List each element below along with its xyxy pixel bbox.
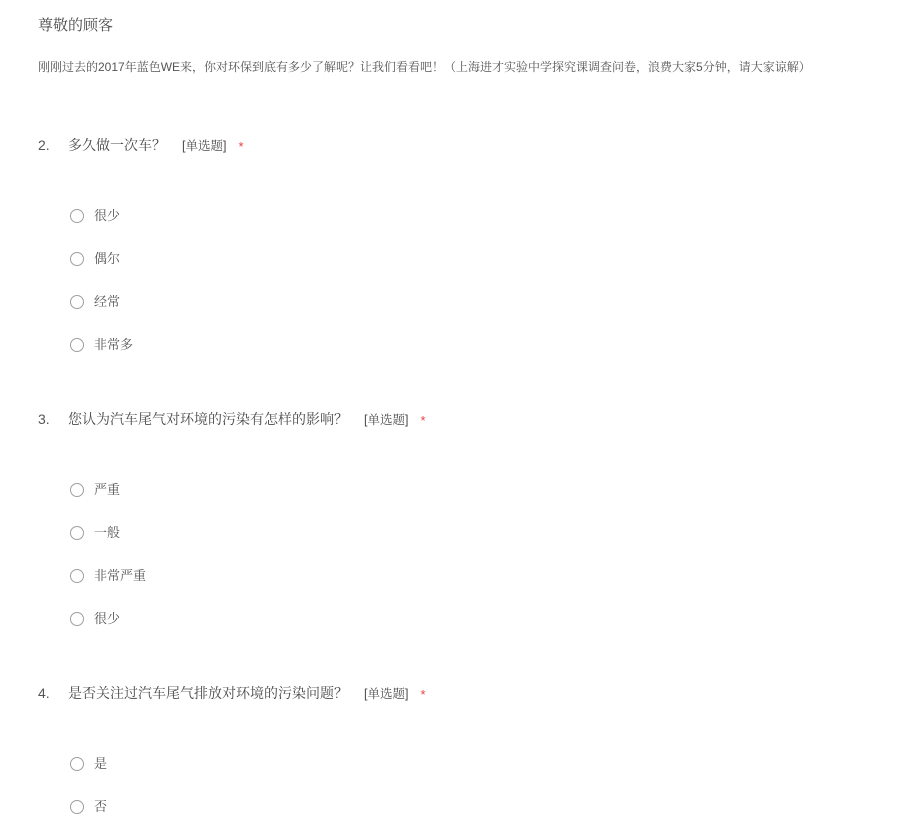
question-type-tag: [单选题] — [364, 413, 409, 427]
option-row[interactable] — [70, 251, 855, 266]
required-asterisk: * — [420, 413, 426, 428]
option-label: 很少 — [94, 611, 121, 626]
question-number: 4. — [38, 685, 50, 701]
survey-title: 尊敬的顾客 — [38, 17, 114, 34]
radio-button[interactable] — [70, 526, 84, 540]
question-number: 2. — [38, 137, 50, 153]
radio-button[interactable] — [70, 569, 84, 583]
question-number: 3. — [38, 411, 50, 427]
question-3 — [38, 412, 855, 626]
question-4-options — [38, 756, 855, 814]
required-asterisk: * — [238, 139, 244, 154]
question-type-tag: [单选题] — [364, 687, 409, 701]
option-label: 非常严重 — [94, 568, 147, 583]
radio-button[interactable] — [70, 295, 84, 309]
option-row[interactable] — [70, 208, 855, 223]
option-row[interactable] — [70, 756, 855, 771]
radio-button[interactable] — [70, 757, 84, 771]
question-2 — [38, 138, 855, 352]
option-row[interactable] — [70, 799, 855, 814]
radio-button[interactable] — [70, 483, 84, 497]
option-label: 非常多 — [94, 337, 134, 352]
option-label: 严重 — [94, 482, 121, 497]
option-label: 偶尔 — [94, 251, 121, 266]
question-text: 是否关注过汽车尾气排放对环境的污染问题？ — [68, 685, 348, 701]
radio-button[interactable] — [70, 338, 84, 352]
radio-button[interactable] — [70, 800, 84, 814]
question-4-line — [38, 686, 855, 702]
option-row[interactable] — [70, 525, 855, 540]
question-2-line — [38, 138, 855, 154]
option-row[interactable] — [70, 337, 855, 352]
radio-button[interactable] — [70, 209, 84, 223]
option-label: 否 — [94, 799, 108, 814]
radio-button[interactable] — [70, 612, 84, 626]
survey-intro: 刚刚过去的2017年蓝色WE来，你对环保到底有多少了解呢？让我们看看吧！（上海进才实验中学探究课调查问卷，浪费大家5分钟，请大家谅解） — [38, 60, 811, 74]
question-2-options — [38, 208, 855, 352]
option-row[interactable] — [70, 568, 855, 583]
option-label: 一般 — [94, 525, 121, 540]
option-row[interactable] — [70, 611, 855, 626]
option-label: 很少 — [94, 208, 121, 223]
question-3-options — [38, 482, 855, 626]
option-label: 经常 — [94, 294, 121, 309]
question-text: 您认为汽车尾气对环境的污染有怎样的影响？ — [68, 411, 348, 427]
required-asterisk: * — [420, 687, 426, 702]
question-text: 多久做一次车？ — [68, 137, 166, 153]
question-3-line — [38, 412, 855, 428]
radio-button[interactable] — [70, 252, 84, 266]
question-type-tag: [单选题] — [182, 139, 227, 153]
question-4 — [38, 686, 855, 814]
option-row[interactable] — [70, 482, 855, 497]
option-label: 是 — [94, 756, 108, 771]
option-row[interactable] — [70, 294, 855, 309]
